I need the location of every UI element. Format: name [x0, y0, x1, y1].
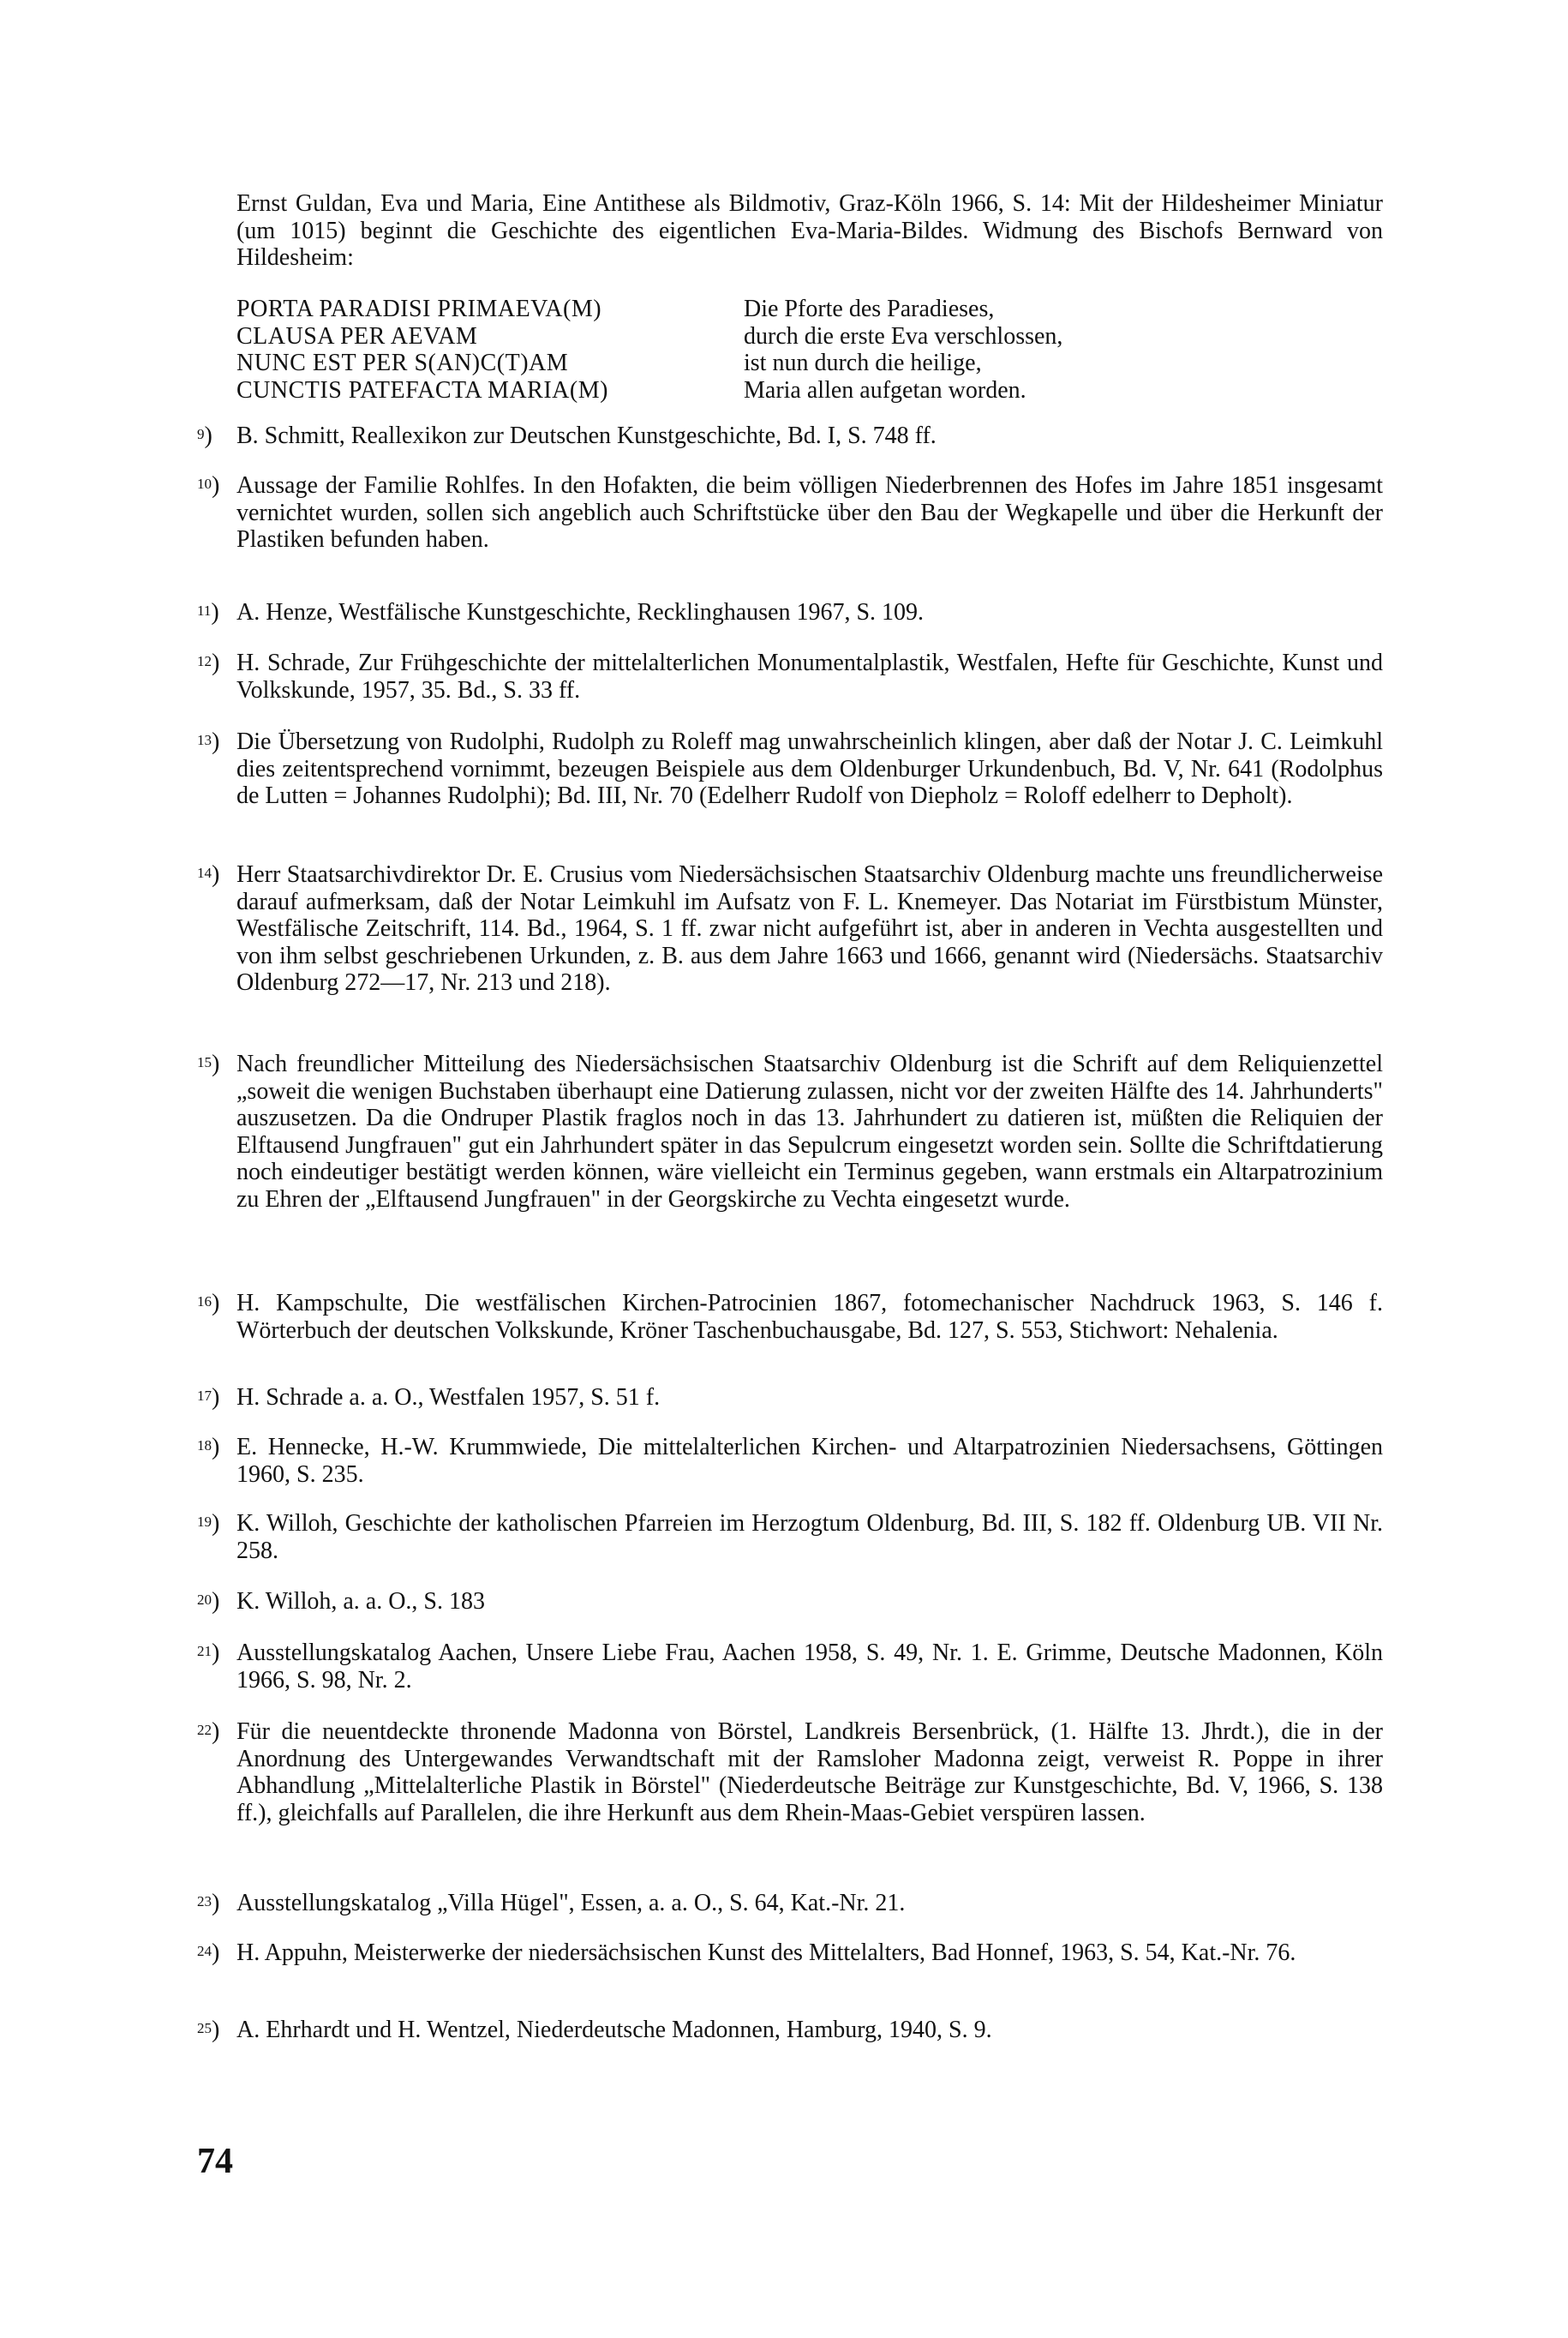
footnote-text: Herr Staatsarchivdirektor Dr. E. Crusius vom Niedersächsischen Staatsarchiv Oldenburg machte uns freundlicherweise darauf aufmerksam, daß der Notar Leimkuhl im Aufsatz von F. L. Knemeyer. Das Notariat im Fürstbistum Münster, Westfälische Zeitschrift, 114. Bd., 1964, S. 1 ff. zwar nicht aufgeführt ist, aber in anderen in Vechta ausgestellten und von ihm selbst geschriebenen Urkunden, z. B. aus dem Jahre 1663 und 1666, genannt wird (Niedersächs. Staatsarchiv Oldenburg 272—17, Nr. 213 und 218). — [236, 861, 1383, 996]
footnote-number: 15 — [197, 1054, 212, 1070]
poem-german-line: Die Pforte des Paradieses, — [744, 296, 995, 322]
footnote-marker: $^{21}$) — [197, 1640, 220, 1666]
footnote-text: Nach freundlicher Mitteilung des Niedersächsischen Staatsarchiv Oldenburg ist die Schrift auf dem Reliquienzettel „soweit die wenigen Buchstaben überhaupt eine Datierung zulassen, nicht vor der zweiten Hälfte des 14. Jahrhunderts" auszusetzen. Da die Ondruper Plastik fraglos noch in das 13. Jahrhundert zu datieren ist, müßten die Reliquien der Elftausend Jungfrauen" gut ein Jahrhundert später in das Sepulcrum eingesetzt worden sein. Sollte die Schriftdatierung noch eindeutiger bestätigt werden können, wäre vielleicht ein Terminus gegeben, wann erstmals ein Altarpatrozinium zu Ehren der „Elftausend Jungfrauen" in der Georgskirche zu Vechta eingesetzt wurde. — [236, 1051, 1383, 1213]
footnote-text: K. Willoh, a. a. O., S. 183 — [236, 1588, 486, 1615]
poem-line — [236, 377, 1402, 405]
footnote — [197, 1290, 1383, 1344]
poem-line — [236, 323, 1402, 351]
footnote-text: Für die neuentdeckte thronende Madonna von Börstel, Landkreis Bersenbrück, (1. Hälfte 13. Jhrdt.), die in der Anordnung des Untergewandes Verwandtschaft mit der Ramsloher Madonna zeigt, verweist R. Poppe in ihrer Abhandlung „Mittelalterliche Plastik in Börstel" (Niederdeutsche Beiträge zur Kunstgeschichte, Bd. V, 1966, S. 138 ff.), gleichfalls auf Parallelen, die ihre Herkunft aus dem Rhein-Maas-Gebiet verspüren lassen. — [236, 1718, 1383, 1826]
footnote — [197, 861, 1383, 997]
footnote-marker: $^{17}$) — [197, 1384, 220, 1411]
footnote — [197, 423, 1383, 450]
footnote-number: 20 — [197, 1592, 212, 1608]
footnote — [197, 1640, 1383, 1694]
footnote-text: B. Schmitt, Reallexikon zur Deutschen Kunstgeschichte, Bd. I, S. 748 ff. — [236, 423, 937, 449]
footnote — [197, 1510, 1383, 1564]
footnote — [197, 1588, 1383, 1616]
footnote — [197, 599, 1383, 626]
footnote-number: 23 — [197, 1893, 212, 1909]
footnote-text: Ausstellungskatalog Aachen, Unsere Liebe Frau, Aachen 1958, S. 49, Nr. 1. E. Grimme, Deutsche Madonnen, Köln 1966, S. 98, Nr. 2. — [236, 1640, 1383, 1694]
footnote-marker: $^{22}$) — [197, 1718, 220, 1745]
intro-paragraph: Ernst Guldan, Eva und Maria, Eine Antithese als Bildmotiv, Graz-Köln 1966, S. 14: Mit der Hildesheimer Miniatur (um 1015) beginnt die Geschichte des eigentlichen Eva-Maria-Bildes. Widmung des Bischofs Bernward von Hildesheim: — [236, 190, 1383, 271]
footnote-text: A. Ehrhardt und H. Wentzel, Niederdeutsche Madonnen, Hamburg, 1940, S. 9. — [236, 2017, 992, 2043]
footnote — [197, 728, 1383, 810]
footnote-marker: $^{19}$) — [197, 1510, 220, 1537]
footnote-marker: $^{13}$) — [197, 728, 220, 755]
footnote-number: 17 — [197, 1388, 212, 1404]
footnote-number: 18 — [197, 1437, 212, 1454]
footnote-marker: $^{10}$) — [197, 472, 220, 499]
footnote-number: 10 — [197, 476, 212, 492]
footnote-number: 14 — [197, 865, 212, 881]
footnote-text: H. Kampschulte, Die westfälischen Kirchen-Patrocinien 1867, fotomechanischer Nachdruck 1963, S. 146 f. Wörterbuch der deutschen Volkskunde, Kröner Taschenbuchausgabe, Bd. 127, S. 553, Stichwort: Nehalenia. — [236, 1290, 1383, 1344]
footnote-text: E. Hennecke, H.-W. Krummwiede, Die mittelalterlichen Kirchen- und Altarpatrozinien Niedersachsens, Göttingen 1960, S. 235. — [236, 1434, 1383, 1488]
footnote-number: 9 — [197, 426, 205, 442]
footnote-number: 13 — [197, 732, 212, 748]
footnote — [197, 472, 1383, 554]
footnote-marker: $^{20}$) — [197, 1588, 220, 1615]
footnote — [197, 1890, 1383, 1917]
footnote-number: 16 — [197, 1293, 212, 1310]
poem-german-line: Maria allen aufgetan worden. — [744, 376, 1026, 404]
footnote-number: 12 — [197, 653, 212, 669]
footnote-number: 25 — [197, 2020, 212, 2036]
footnote — [197, 1434, 1383, 1488]
footnote-text: H. Schrade, Zur Frühgeschichte der mittelalterlichen Monumentalplastik, Westfalen, Hefte für Geschichte, Kunst und Volkskunde, 1957, 35. Bd., S. 33 ff. — [236, 650, 1383, 704]
footnote-text: Aussage der Familie Rohlfes. In den Hofakten, die beim völligen Niederbrennen des Hofes im Jahre 1851 insgesamt vernichtet wurden, sollen sich angeblich auch Schriftstücke über den Bau der Wegkapelle und über die Herkunft der Plastiken befunden haben. — [236, 472, 1383, 553]
footnote-number: 21 — [197, 1643, 212, 1659]
footnote-marker: $^9$) — [197, 423, 212, 449]
poem-line — [236, 296, 1402, 323]
poem-line — [236, 350, 1402, 377]
footnote — [197, 650, 1383, 704]
poem-german-line: ist nun durch die heilige, — [744, 350, 982, 376]
poem-german-line: durch die erste Eva verschlossen, — [744, 322, 1063, 350]
poem-latin-line: NUNC EST PER S(AN)C(T)AM — [236, 350, 569, 376]
footnote-text: Ausstellungskatalog „Villa Hügel", Essen, a. a. O., S. 64, Kat.-Nr. 21. — [236, 1890, 906, 1916]
poem-latin-line: CUNCTIS PATEFACTA MARIA(M) — [236, 376, 608, 404]
footnote-text: H. Appuhn, Meisterwerke der niedersächsischen Kunst des Mittelalters, Bad Honnef, 1963, S. 54, Kat.-Nr. 76. — [236, 1939, 1296, 1966]
footnote — [197, 2017, 1383, 2044]
footnote-marker: $^{11}$) — [197, 599, 219, 626]
footnote-marker: $^{25}$) — [197, 2017, 220, 2043]
footnote — [197, 1051, 1383, 1213]
footnote-text: K. Willoh, Geschichte der katholischen Pfarreien im Herzogtum Oldenburg, Bd. III, S. 182 ff. Oldenburg UB. VII Nr. 258. — [236, 1510, 1383, 1564]
footnote — [197, 1718, 1383, 1826]
footnote-marker: $^{12}$) — [197, 650, 220, 676]
footnote-text: Die Übersetzung von Rudolphi, Rudolph zu Roleff mag unwahrscheinlich klingen, aber daß der Notar J. C. Leimkuhl dies zeitentsprechend vornimmt, bezeugen Beispiele aus dem Oldenburger Urkundenbuch, Bd. V, Nr. 641 (Rodolphus de Lutten = Johannes Rudolphi); Bd. III, Nr. 70 (Edelherr Rudolf von Diepholz = Roloff edelherr to Depholt). — [236, 728, 1383, 809]
footnote-number: 22 — [197, 1722, 212, 1738]
footnote-marker: $^{18}$) — [197, 1434, 220, 1460]
poem-latin-line: PORTA PARADISI PRIMAEVA(M) — [236, 296, 602, 322]
footnote-number: 11 — [197, 602, 212, 619]
footnote-text: A. Henze, Westfälische Kunstgeschichte, Recklinghausen 1967, S. 109. — [236, 599, 925, 626]
footnote — [197, 1939, 1383, 1967]
dedication-poem — [236, 296, 1402, 404]
footnote-text: H. Schrade a. a. O., Westfalen 1957, S. 51 f. — [236, 1384, 661, 1411]
footnote-marker: $^{15}$) — [197, 1051, 220, 1077]
footnote-marker: $^{14}$) — [197, 861, 220, 888]
footnote — [197, 1384, 1383, 1412]
footnote-number: 24 — [197, 1943, 212, 1959]
footnote-number: 19 — [197, 1514, 212, 1530]
page-number: 74 — [197, 2142, 233, 2181]
poem-latin-line: CLAUSA PER AEVAM — [236, 322, 478, 350]
footnote-marker: $^{16}$) — [197, 1290, 220, 1316]
footnote-marker: $^{23}$) — [197, 1890, 220, 1916]
footnote-marker: $^{24}$) — [197, 1939, 220, 1966]
